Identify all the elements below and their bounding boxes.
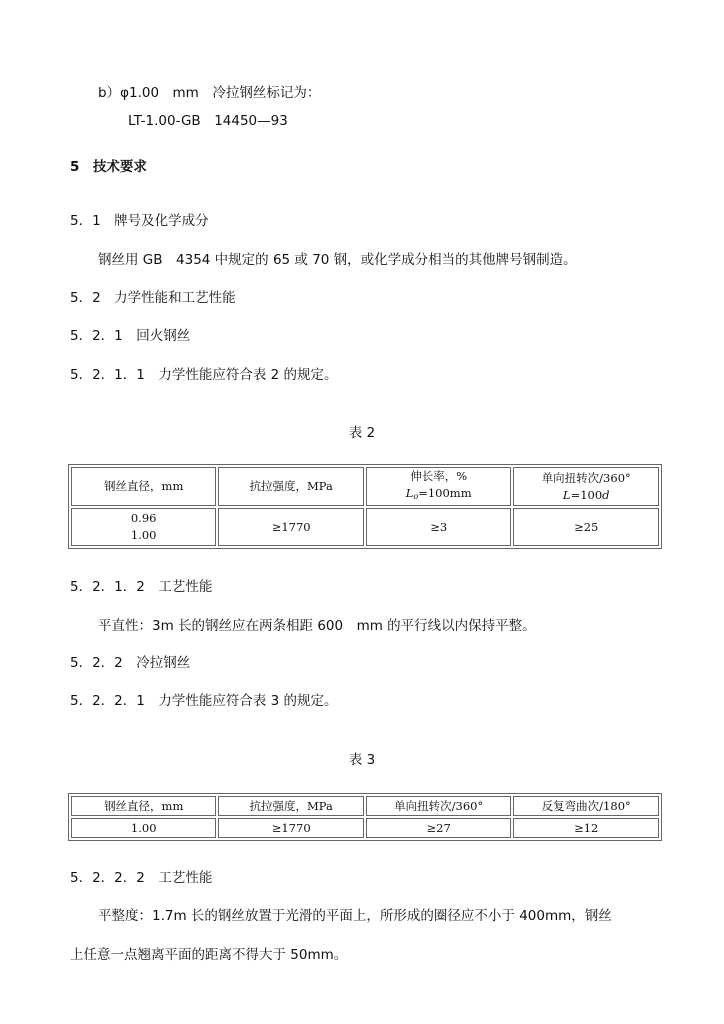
table-2-header-elongation: [366, 467, 512, 506]
table-row: [71, 508, 659, 546]
table-3-header-diameter: 钢丝直径，mm: [71, 796, 216, 816]
table-3-header-bending: 反复弯曲次/180°: [513, 796, 659, 816]
section-5-heading: 5 技术要求: [70, 159, 147, 175]
section-5-2-1-1-heading: 5．2．1．1 力学性能应符合表 2 的规定。: [70, 367, 338, 383]
table-2-caption: 表 2: [348, 425, 376, 441]
table-2-cell-elongation: ≥3: [366, 508, 512, 546]
table-2-header-diameter: 钢丝直径，mm: [71, 467, 216, 506]
section-5-2-2-2-heading: 5．2．2．2 工艺性能: [70, 870, 213, 886]
table-3-cell-torsion: ≥27: [366, 818, 512, 838]
table-2-cell-tensile: ≥1770: [218, 508, 363, 546]
section-5-2-2-1-heading: 5．2．2．1 力学性能应符合表 3 的规定。: [70, 693, 338, 709]
elongation-label: 伸长率，%: [410, 469, 468, 483]
table-2-cell-diameter: 0.96 1.00: [71, 508, 216, 546]
table-3-cell-diameter: 1.00: [71, 818, 216, 838]
table-3: [68, 793, 662, 841]
table-2-header-row: [71, 467, 659, 506]
table-3-cell-bending: ≥12: [513, 818, 659, 838]
section-5-2-heading: 5．2 力学性能和工艺性能: [70, 290, 236, 306]
table-3-caption: 表 3: [348, 752, 376, 768]
marking-example-line: b）φ1.00 mm 冷拉钢丝标记为：: [98, 85, 321, 101]
table-3-header-torsion: 单向扭转次/360°: [366, 796, 512, 816]
table-3-header-tensile: 抗拉强度，MPa: [218, 796, 364, 816]
section-5-2-1-2-paragraph: 平直性：3m 长的钢丝应在两条相距 600 mm 的平行线以内保持平整。: [98, 618, 536, 634]
torsion-label: 单向扭转次/360°: [541, 470, 631, 485]
table-2-header-torsion: [513, 467, 659, 506]
section-5-1-heading: 5．1 牌号及化学成分: [70, 213, 209, 229]
table-3-cell-tensile: ≥1770: [218, 818, 364, 838]
table-2: [68, 464, 662, 549]
table-row: [71, 818, 659, 838]
section-5-2-1-heading: 5．2．1 回火钢丝: [70, 328, 191, 344]
table-2-cell-torsion: ≥25: [513, 508, 659, 546]
section-5-1-paragraph: 钢丝用 GB 4354 中规定的 65 或 70 钢，或化学成分相当的其他牌号钢制造。: [98, 252, 577, 268]
table-3-header-row: [71, 796, 659, 816]
section-5-2-2-2-paragraph-line-1: 平整度：1.7m 长的钢丝放置于光滑的平面上，所形成的圈径应不小于 400mm，钢丝: [98, 908, 612, 924]
marking-code: LT-1.00-GB 14450—93: [128, 113, 288, 129]
section-5-2-1-2-heading: 5．2．1．2 工艺性能: [70, 579, 213, 595]
section-5-2-2-heading: 5．2．2 冷拉钢丝: [70, 655, 191, 671]
table-2-header-tensile: 抗拉强度，MPa: [218, 467, 363, 506]
elongation-gauge: $L_o=100mm$: [405, 486, 472, 501]
section-5-2-2-2-paragraph-line-2: 上任意一点翘离平面的距离不得大于 50mm。: [70, 947, 348, 963]
torsion-gauge: L=100d: [562, 487, 610, 502]
